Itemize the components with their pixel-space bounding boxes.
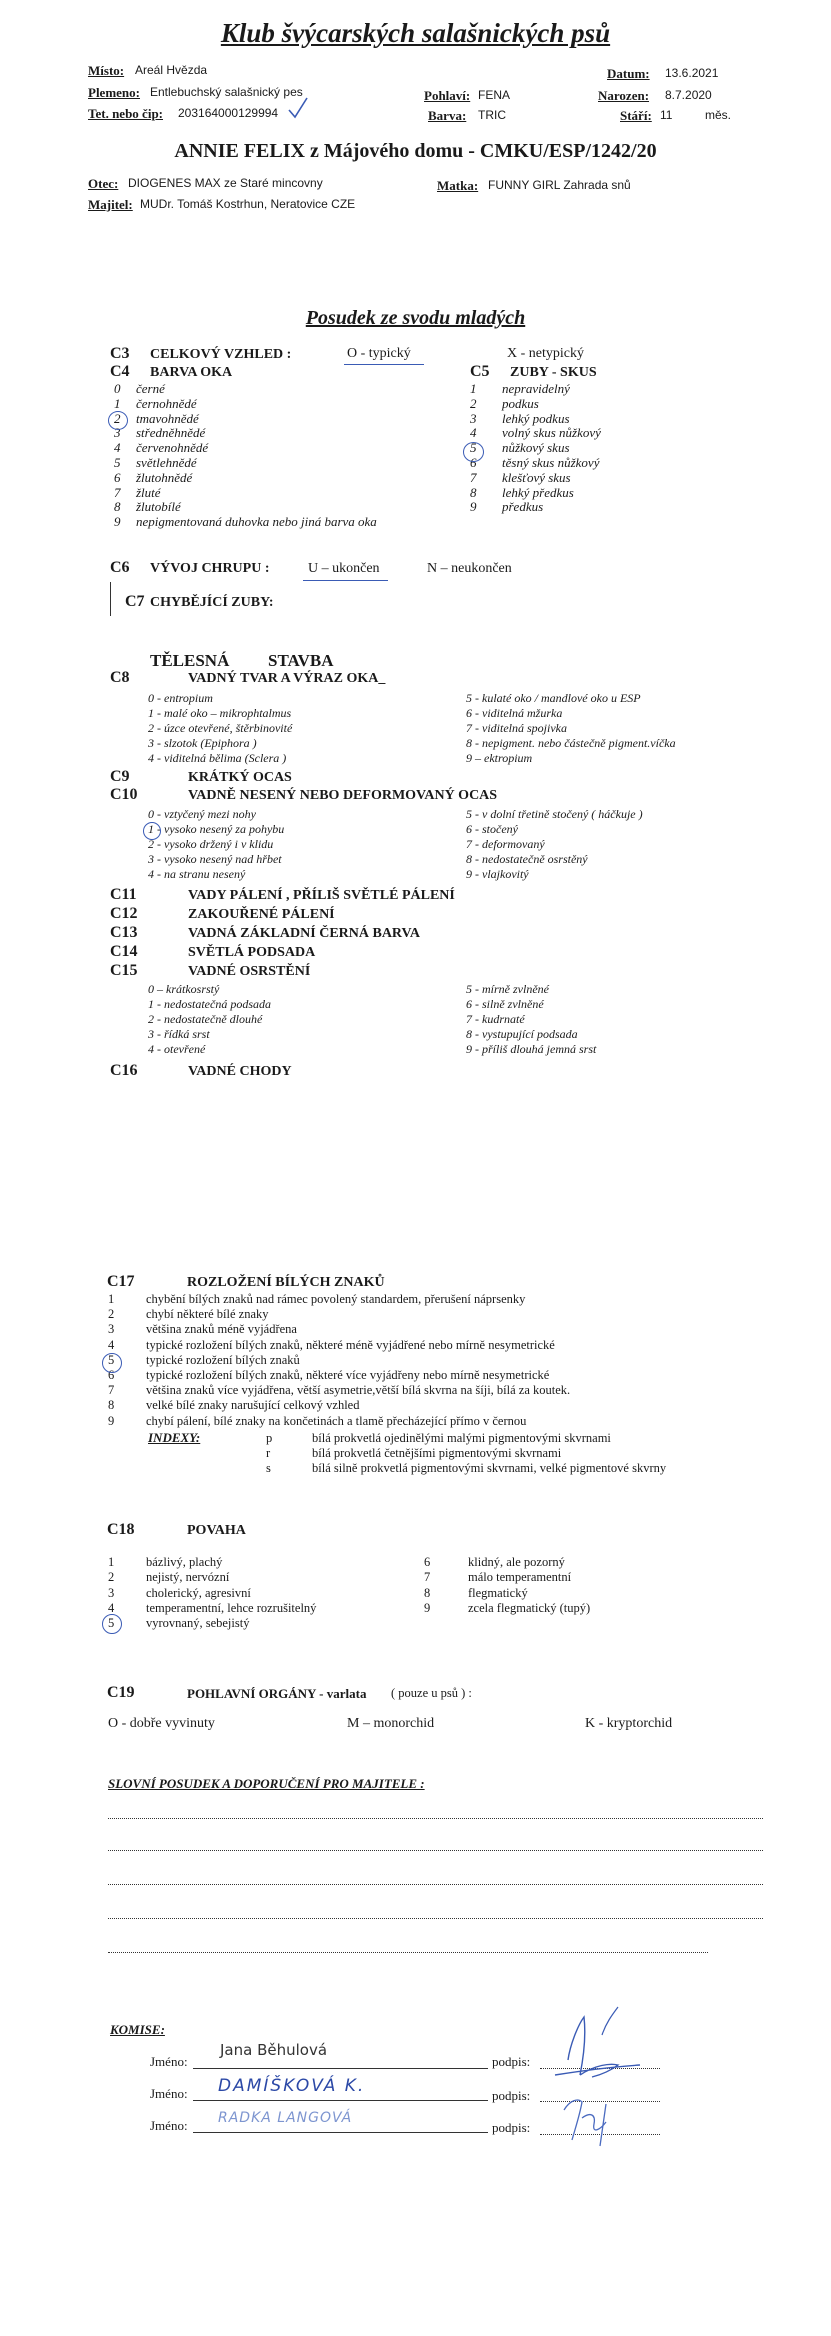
member-name: DAMÍŠKOVÁ K.: [218, 2076, 366, 2096]
list-item: 9 – ektropium: [466, 751, 533, 765]
narozen-label: Narozen:: [598, 88, 650, 103]
c3-label: CELKOVÝ VZHLED :: [150, 347, 292, 362]
list-item: 4 typické rozložení bílých znaků, některé méně vyjádřené nebo mírně nesymetrické: [108, 1337, 555, 1352]
c6-option-n: N – neukončen: [427, 561, 512, 576]
tet-label: Tet. nebo čip:: [88, 106, 163, 121]
list-item: p bílá prokvetlá ojedinělými malými pigmentovými skvrnami: [266, 1431, 611, 1445]
list-item: 5 typické rozložení bílých znaků: [108, 1352, 300, 1367]
tet-value: 203164000129994: [178, 106, 279, 120]
name-line[interactable]: [193, 2068, 488, 2069]
list-item: 2 - úzce otevřené, štěrbinovité: [148, 721, 293, 735]
c8-label: VADNÝ TVAR A VÝRAZ OKA_: [188, 671, 386, 686]
c9-code: C9: [110, 768, 130, 785]
list-item: 6 klidný, ale pozorný: [424, 1555, 565, 1569]
list-item: 2 tmavohnědé: [114, 410, 199, 426]
c17-list: [108, 1292, 570, 1429]
list-item: 6 - silně zvlněné: [466, 997, 544, 1011]
list-item: 1 nepravidelný: [470, 381, 570, 396]
matka-label: Matka:: [437, 178, 479, 193]
c7-margin-mark: [110, 582, 111, 616]
c3-option-x: X - netypický: [507, 346, 584, 361]
jmeno-label: Jméno:: [150, 2054, 188, 2069]
jmeno-label: Jméno:: [150, 2118, 188, 2133]
list-item: 5 nůžkový skus: [470, 440, 570, 456]
list-item: 9 nepigmentovaná duhovka nebo jiná barva oka: [114, 514, 377, 530]
list-item: 4 červenohnědé: [114, 440, 209, 456]
indexy-list: [266, 1431, 666, 1476]
c15-list-right: [466, 982, 596, 1057]
c13-label: VADNÁ ZÁKLADNÍ ČERNÁ BARVA: [188, 926, 420, 941]
c19-option-o: O - dobře vyvinuty: [108, 1716, 215, 1731]
c10-code: C10: [110, 786, 138, 803]
slovni-posudek-label: SLOVNÍ POSUDEK A DOPORUČENÍ PRO MAJITELE :: [108, 1776, 425, 1791]
list-item: 3 - slzotok (Epiphora ): [148, 736, 257, 750]
misto-label: Místo:: [88, 63, 125, 78]
c18-selection-circle: [102, 1614, 122, 1634]
posudek-line[interactable]: [108, 1952, 708, 1953]
list-item: 5 - v dolní třetině stočený ( háčkuje ): [466, 807, 643, 821]
list-item: 2 - nedostatečně dlouhé: [148, 1012, 263, 1026]
c5-code: C5: [470, 363, 490, 380]
c8-list-right: [466, 691, 676, 766]
indexy-label: INDEXY:: [148, 1430, 201, 1445]
list-item: 4 - otevřené: [148, 1042, 206, 1056]
checkmark-icon: [287, 96, 309, 120]
c17-label: ROZLOŽENÍ BÍLÝCH ZNAKŮ: [187, 1275, 385, 1290]
c16-code: C16: [110, 1062, 138, 1079]
member-name: RADKA LANGOVÁ: [218, 2110, 353, 2126]
posudek-line[interactable]: [108, 1918, 763, 1919]
podpis-label: podpis:: [492, 2054, 531, 2069]
list-item: 8 - nepigment. nebo částečně pigment.víčka: [466, 736, 676, 750]
document-title: Klub švýcarských salašnických psů: [220, 18, 611, 48]
list-item: 6 - stočený: [466, 822, 518, 836]
c5-label: ZUBY - SKUS: [510, 365, 597, 380]
c19-code: C19: [107, 1684, 135, 1701]
member-name: Jana Běhulová: [220, 2041, 328, 2059]
c19-option-m: M – monorchid: [347, 1716, 435, 1731]
c19-note: ( pouze u psů ) :: [391, 1686, 472, 1700]
podpis-label: podpis:: [492, 2088, 531, 2103]
c18-code: C18: [107, 1521, 135, 1538]
stavba-heading: STAVBA: [268, 651, 334, 670]
c4-label: BARVA OKA: [150, 365, 233, 380]
list-item: 1 - malé oko – mikrophtalmus: [148, 706, 292, 720]
list-item: 3 - vysoko nesený nad hřbet: [148, 852, 282, 866]
otec-value: DIOGENES MAX ze Staré mincovny: [128, 176, 323, 190]
c14-code: C14: [110, 943, 138, 960]
c12-code: C12: [110, 905, 138, 922]
otec-label: Otec:: [88, 176, 119, 191]
c4-list: [114, 382, 377, 530]
c10-label: VADNĚ NESENÝ NEBO DEFORMOVANÝ OCAS: [188, 788, 498, 803]
c7-code: C7: [125, 593, 145, 610]
list-item: 9 chybí pálení, bílé znaky na končetinách a tlamě přecházející přímo v černou: [108, 1413, 527, 1428]
posudek-line[interactable]: [108, 1884, 763, 1885]
c5-list: [470, 382, 601, 515]
list-item: 9 - příliš dlouhá jemná srst: [466, 1042, 597, 1056]
list-item: 5 vyrovnaný, sebejistý: [108, 1616, 250, 1631]
list-item: 9 zcela flegmatický (tupý): [424, 1600, 591, 1615]
c13-code: C13: [110, 924, 138, 941]
c3-code: C3: [110, 345, 130, 362]
dog-name: ANNIE FELIX z Májového domu - CMKU/ESP/1242/20: [174, 140, 657, 162]
list-item: 7 - kudrnaté: [466, 1012, 525, 1026]
barva-label: Barva:: [428, 108, 467, 123]
list-item: 1 černohnědé: [114, 395, 197, 411]
c3-option-o: O - typický: [347, 346, 411, 361]
jmeno-label: Jméno:: [150, 2086, 188, 2101]
c17-code: C17: [107, 1273, 135, 1290]
list-item: 7 málo temperamentní: [424, 1570, 572, 1585]
list-item: 2 - vysoko držený i v klidu: [148, 837, 274, 851]
plemeno-value: Entlebuchský salašnický pes: [150, 85, 303, 99]
list-item: 7 - deformovaný: [466, 837, 545, 851]
list-item: 1 bázlivý, plachý: [108, 1555, 223, 1569]
c3-selection-underline: [344, 364, 424, 365]
c16-label: VADNÉ CHODY: [188, 1064, 292, 1079]
list-item: 4 temperamentní, lehce rozrušitelný: [108, 1600, 317, 1615]
c6-code: C6: [110, 559, 130, 576]
c14-label: SVĚTLÁ PODSADA: [188, 945, 316, 960]
barva-value: TRIC: [478, 108, 506, 122]
list-item: 0 černé: [114, 381, 165, 396]
majitel-label: Majitel:: [88, 197, 133, 212]
datum-label: Datum:: [607, 66, 650, 81]
signature-2-icon: [560, 2090, 640, 2150]
c12-label: ZAKOUŘENÉ PÁLENÍ: [188, 907, 335, 922]
pohlavi-label: Pohlaví:: [424, 88, 471, 103]
datum-value: 13.6.2021: [665, 66, 719, 80]
list-item: 6 - viditelná mžurka: [466, 706, 563, 720]
c17-selection-circle: [102, 1353, 122, 1373]
list-item: 8 - vystupující podsada: [466, 1027, 578, 1041]
c10-list-right: [466, 807, 643, 882]
c11-code: C11: [110, 886, 137, 903]
list-item: 8 lehký předkus: [470, 484, 574, 500]
list-item: 8 velké bílé znaky narušující celkový vzhled: [108, 1398, 360, 1413]
list-item: 0 - entropium: [148, 691, 213, 705]
list-item: s bílá silně prokvetlá pigmentovými skvrnami, velké pigmentové skvrny: [266, 1461, 667, 1475]
c7-label: CHYBĚJÍCÍ ZUBY:: [150, 595, 274, 610]
list-item: 7 - viditelná spojivka: [466, 721, 567, 735]
section-title: Posudek ze svodu mladých: [305, 307, 526, 329]
list-item: 5 - kulaté oko / mandlové oko u ESP: [466, 691, 641, 705]
stari-label: Stáří:: [620, 108, 652, 123]
list-item: 1 - nedostatečná podsada: [148, 997, 271, 1011]
c15-list-left: [148, 982, 271, 1057]
c5-selection-circle: [463, 442, 484, 462]
list-item: 7 klešťový skus: [470, 469, 571, 485]
narozen-value: 8.7.2020: [665, 88, 712, 102]
signature-1-icon: [540, 2005, 650, 2085]
list-item: 6 typické rozložení bílých znaků, některé více vyjádřeny nebo mírně nesymetrické: [108, 1368, 550, 1383]
name-line[interactable]: [193, 2132, 488, 2133]
list-item: 1 chybění bílých znaků nad rámec povolený standardem, přerušení náprsenky: [108, 1292, 526, 1306]
c4-code: C4: [110, 363, 130, 380]
c18-list-right: [424, 1555, 590, 1616]
pohlavi-value: FENA: [478, 88, 511, 102]
c6-label: VÝVOJ CHRUPU :: [150, 561, 270, 576]
list-item: 8 žlutobílé: [114, 499, 181, 515]
list-item: 3 cholerický, agresivní: [108, 1585, 251, 1600]
list-item: 5 - mírně zvlněné: [466, 982, 549, 996]
list-item: 0 - vztyčený mezi nohy: [148, 807, 256, 821]
c6-option-u: U – ukončen: [308, 561, 380, 576]
c15-label: VADNÉ OSRSTĚNÍ: [188, 964, 311, 979]
list-item: 3 lehký podkus: [470, 410, 570, 426]
posudek-line[interactable]: [108, 1850, 763, 1851]
c9-label: KRÁTKÝ OCAS: [188, 770, 292, 785]
list-item: 2 chybí některé bílé znaky: [108, 1307, 269, 1322]
c8-code: C8: [110, 669, 130, 686]
c18-label: POVAHA: [187, 1523, 246, 1538]
c4-selection-circle: [108, 411, 128, 430]
list-item: 6 těsný skus nůžkový: [470, 454, 600, 470]
list-item: 9 předkus: [470, 499, 544, 515]
komise-label: KOMISE:: [110, 2022, 165, 2037]
stari-unit: měs.: [705, 108, 732, 122]
list-item: 7 většina znaků více vyjádřena, větší asymetrie,větší bílá skvrna na šíji, bílá za koutek.: [108, 1383, 571, 1398]
c18-list-left: [108, 1555, 316, 1631]
list-item: 9 - vlajkovitý: [466, 867, 529, 881]
list-item: 8 - nedostatečně osrstěný: [466, 852, 588, 866]
list-item: 1 - vysoko nesený za pohybu: [148, 822, 285, 836]
list-item: 7 žluté: [114, 484, 161, 500]
plemeno-label: Plemeno:: [88, 85, 140, 100]
list-item: 0 – krátkosrstý: [148, 982, 220, 996]
list-item: 2 podkus: [470, 395, 539, 411]
list-item: 3 většina znaků méně vyjádřena: [108, 1322, 297, 1337]
list-item: 6 žlutohnědé: [114, 469, 193, 485]
telesna-heading: TĚLESNÁ: [150, 651, 230, 670]
misto-value: Areál Hvězda: [135, 63, 208, 77]
list-item: r bílá prokvetlá četnějšími pigmentovými skvrnami: [266, 1446, 562, 1460]
list-item: 5 světlehnědé: [114, 454, 197, 470]
list-item: 4 - na stranu nesený: [148, 867, 246, 881]
c10-selection-circle: [143, 822, 161, 840]
list-item: 4 - viditelná bělima (Sclera ): [148, 751, 287, 765]
podpis-label: podpis:: [492, 2120, 531, 2135]
matka-value: FUNNY GIRL Zahrada snů: [488, 178, 631, 192]
list-item: 8 flegmatický: [424, 1585, 528, 1600]
list-item: 2 nejistý, nervózní: [108, 1570, 230, 1585]
posudek-line[interactable]: [108, 1818, 763, 1819]
majitel-value: MUDr. Tomáš Kostrhun, Neratovice CZE: [140, 197, 356, 211]
list-item: 3 středněhnědé: [114, 425, 206, 441]
c19-option-k: K - kryptorchid: [585, 1716, 673, 1731]
c19-label: POHLAVNÍ ORGÁNY - varlata: [187, 1686, 367, 1701]
stari-value: 11: [660, 108, 673, 122]
c6-selection-underline: [303, 580, 388, 581]
name-line[interactable]: [193, 2100, 488, 2101]
list-item: 3 - řídká srst: [148, 1027, 210, 1041]
c10-list-left: [148, 807, 284, 882]
c8-list-left: [148, 691, 292, 766]
c15-code: C15: [110, 962, 138, 979]
list-item: 4 volný skus nůžkový: [470, 425, 601, 441]
c11-label: VADY PÁLENÍ , PŘÍLIŠ SVĚTLÉ PÁLENÍ: [188, 888, 455, 903]
